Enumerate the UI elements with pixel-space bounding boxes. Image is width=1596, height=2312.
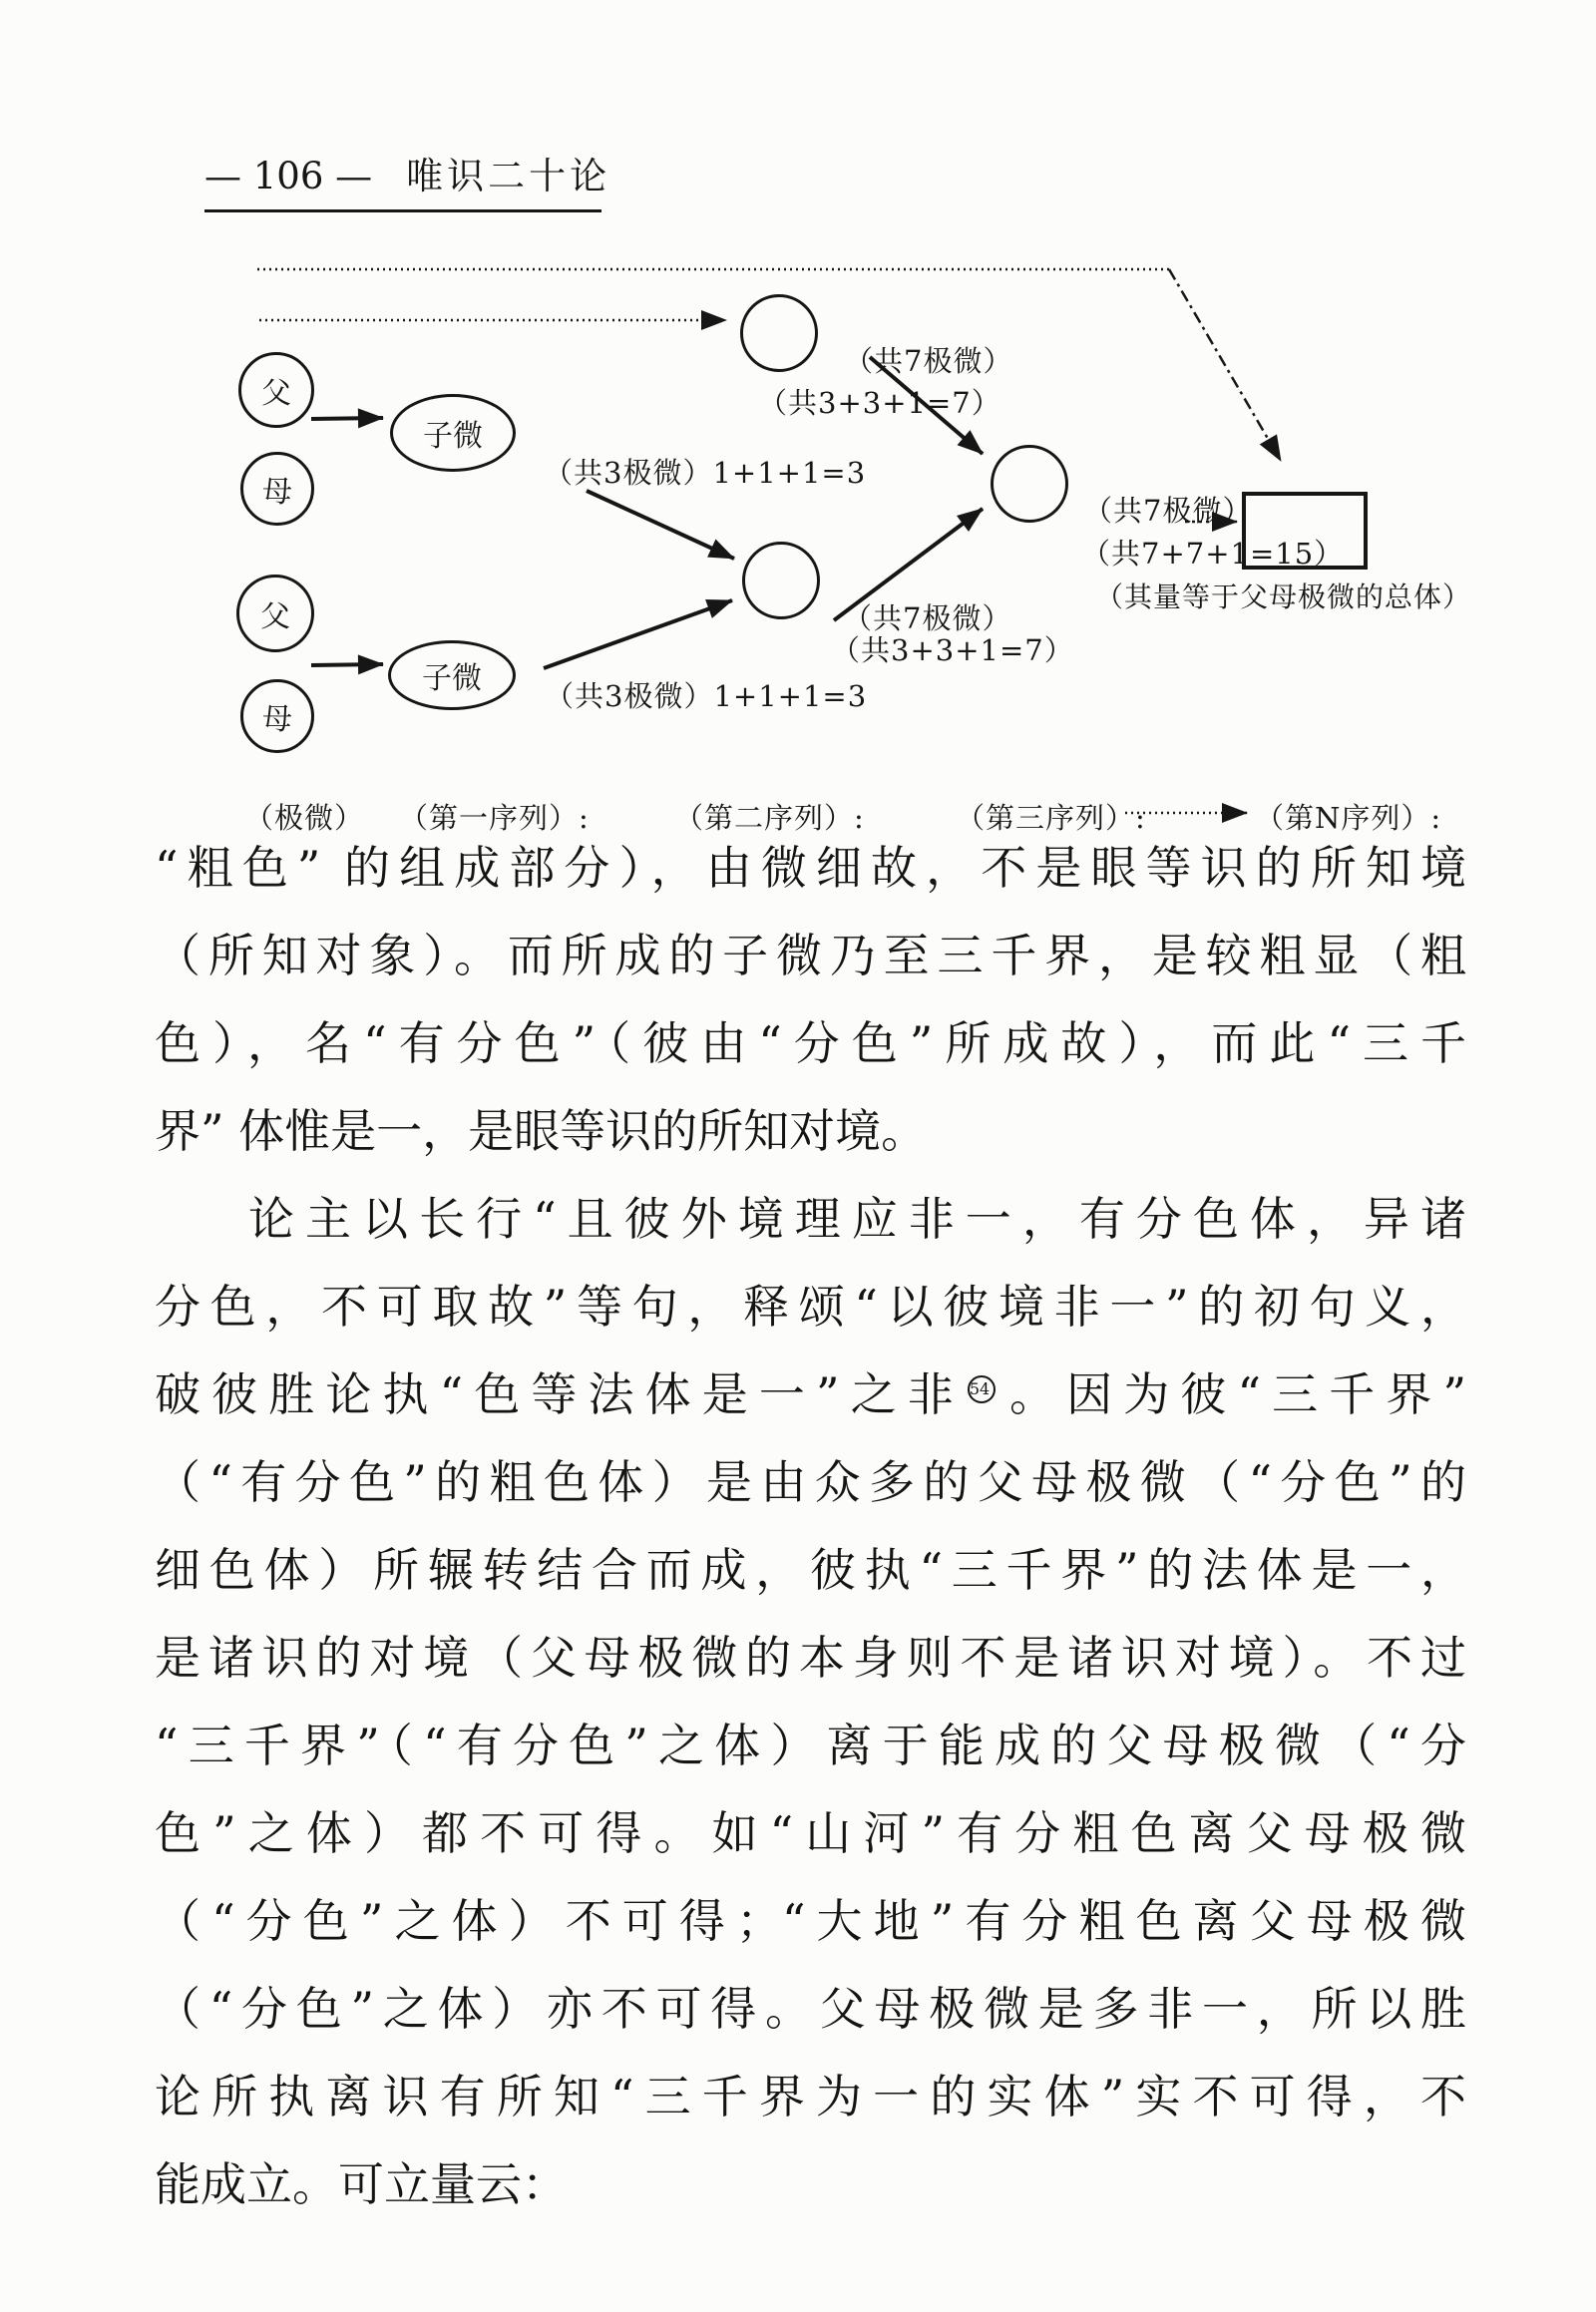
node-child-1-label: 子微 [423,419,483,454]
body-line-5: 论主以长行“且彼外境理应非一，有分色体，异诸 [248,1192,1466,1246]
node-father-1-label: 父 [261,376,291,411]
node-seq3-circle [991,445,1068,523]
body-text [155,824,1466,2228]
node-father-1 [238,352,314,428]
node-child-particle-2 [388,640,516,710]
node-child-2-label: 子微 [422,661,482,696]
body-line-6: 分色，不可取故”等句，释颂“以彼境非一”的初句义， [155,1280,1466,1334]
body-line-12: 色”之体）都不可得。如“山河”有分粗色离父母极微 [155,1806,1466,1860]
label-seq2-mid-sum: （共3+3+1=7） [831,633,1074,667]
body-line-9: 细色体）所辗转结合而成，彼执“三千界”的法体是一， [155,1543,1466,1597]
body-line-15: 论所执离识有所知“三千界为一的实体”实不可得，不 [155,2070,1466,2123]
body-line-2: （所知对象）。而所成的子微乃至三千界，是较粗显（粗 [155,929,1466,982]
dashdot-line-to-box [1169,269,1281,461]
label-seq2-top-sum: （共3+3+1=7） [758,386,1001,420]
caption-seq1: （第一序列）: [399,801,590,835]
arrow-pair1-to-child1 [311,418,383,419]
body-line-10: 是诸识的对境（父母极微的本身则不是诸识对境）。不过 [155,1631,1466,1685]
body-line-7-post: 。因为彼“三千界” [998,1367,1466,1421]
label-seq3-sum: （共7+7+1=15） [1081,537,1345,571]
caption-seq2: （第二序列）: [674,801,865,835]
body-line-11: “三千界”（“有分色”之体）离于能成的父母极微（“分 [155,1719,1466,1772]
label-seq2-top-count: （共7极微） [844,344,1013,378]
node-seq2-mid-circle [742,542,820,619]
body-line-7-pre: 破彼胜论执“色等法体是一”之非 [155,1367,965,1421]
label-box-note: （其量等于父母极微的总体） [1095,580,1472,613]
label-child2-count: （共3极微）1+1+1=3 [545,679,868,713]
body-line-7 [155,1350,1466,1438]
caption-jiwei: （极微） [244,801,365,835]
node-mother-2 [240,679,314,753]
node-father-2-label: 父 [260,599,290,634]
diagram-arrows [0,0,1596,858]
node-mother-1-label: 母 [262,475,292,510]
body-line-3: 色），名“有分色”（彼由“分色”所成故），而此“三千 [155,1016,1466,1070]
page-number: — 106 — [204,155,373,197]
node-father-2 [236,575,314,652]
node-mother-2-label: 母 [262,702,292,737]
node-mother-1 [240,452,314,526]
arrow-child1-to-seq2-mid [587,491,734,559]
body-line-16: 能成立。可立量云： [155,2157,568,2211]
label-seq2-mid-count: （共7极微） [843,601,1012,635]
node-child-particle-1 [390,394,516,472]
caption-seq3: （第三序列）: [956,801,1146,835]
body-line-14: （“分色”之体）亦不可得。父母极微是多非一，所以胜 [155,1982,1466,2036]
body-line-4: 界” 体惟是一，是眼等识的所知对境。 [155,1104,928,1158]
body-line-8: （“有分色”的粗色体）是由众多的父母极微（“分色”的 [155,1455,1466,1509]
footnote-marker: 54 [968,1375,996,1403]
body-line-13: （“分色”之体）不可得；“大地”有分粗色离父母极微 [155,1894,1466,1948]
arrow-child2-to-seq2-mid [544,600,732,668]
node-seq2-top-circle [740,294,818,372]
body-line-1: “粗色” 的组成部分），由微细故，不是眼等识的所知境 [155,841,1466,895]
caption-seqN: （第N序列）: [1255,801,1442,835]
label-seq3-count: （共7极微） [1083,494,1253,528]
book-title: 唯识二十论 [406,155,611,197]
label-child1-count: （共3极微）1+1+1=3 [544,456,867,490]
arrow-pair2-to-child2 [311,664,383,665]
